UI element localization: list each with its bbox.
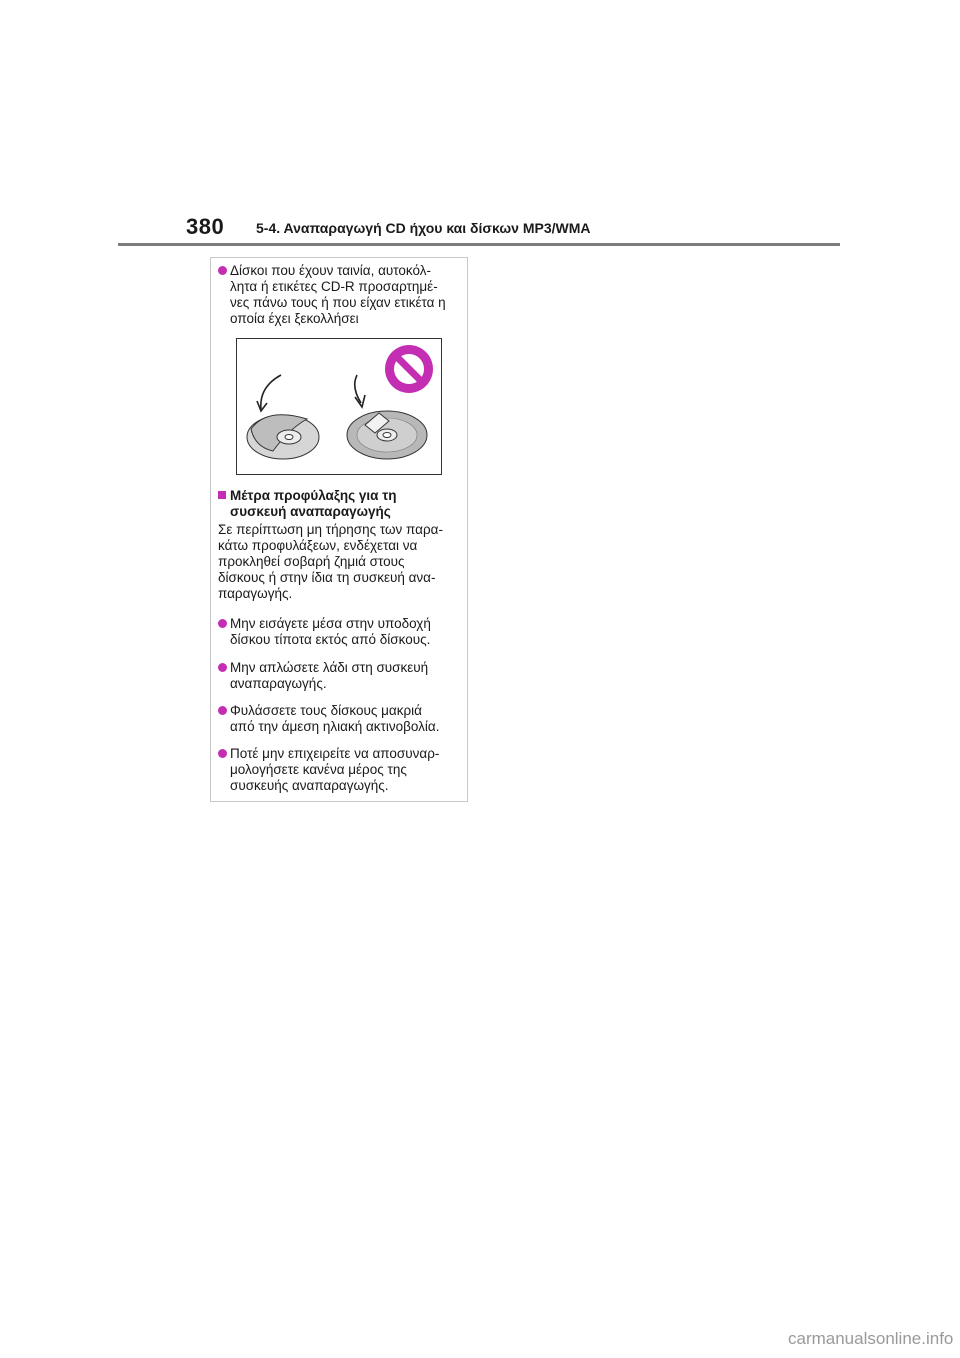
watermark: carmanualsonline.info — [788, 1329, 954, 1348]
bullet-dot-icon — [218, 663, 227, 672]
section-heading-text: Μέτρα προφύλαξης για τη συσκευή αναπαραγωγής — [230, 488, 397, 519]
list-item — [218, 263, 446, 327]
list-item-text: Μην απλώσετε λάδι στη συσκευή αναπαραγωγής. — [230, 660, 429, 691]
disc-label-illustration — [236, 338, 442, 475]
section-title: 5-4. Αναπαραγωγή CD ήχου και δίσκων MP3/WMA — [256, 220, 591, 236]
list-item-text: Φυλάσσετε τους δίσκους μακριά από την άμεση ηλιακή ακτινοβολία. — [230, 703, 440, 734]
no-entry-icon — [385, 345, 433, 393]
header-rule — [118, 243, 840, 246]
list-item — [218, 746, 439, 794]
page-number: 380 — [186, 214, 225, 239]
section-heading — [218, 488, 396, 520]
warning-paragraph: Σε περίπτωση μη τήρησης των παρα- κάτω προφυλάξεων, ενδέχεται να προκληθεί σοβαρή ζημιά στους δίσκους ή στην ίδια τη συσκευή ανα- παραγωγής. — [218, 522, 443, 601]
list-item — [218, 703, 439, 735]
list-item — [218, 616, 431, 648]
bullet-dot-icon — [218, 619, 227, 628]
bullet-dot-icon — [218, 266, 227, 275]
bullet-dot-icon — [218, 706, 227, 715]
list-item-text: Μην εισάγετε μέσα στην υποδοχή δίσκου τίποτα εκτός από δίσκους. — [230, 616, 431, 647]
bullet-square-icon — [218, 491, 226, 499]
disc-peeling-icon — [247, 375, 319, 459]
list-item-text: Ποτέ μην επιχειρείτε να αποσυναρ- μολογήσετε κανένα μέρος της συσκευής αναπαραγωγής. — [230, 746, 440, 793]
list-item — [218, 660, 428, 692]
bullet-dot-icon — [218, 749, 227, 758]
list-item-text: Δίσκοι που έχουν ταινία, αυτοκόλ- λητα ή ετικέτες CD-R προσαρτημέ- νες πάνω τους ή που είχαν ετικέτα η οποία έχει ξεκολλήσει — [230, 263, 446, 326]
